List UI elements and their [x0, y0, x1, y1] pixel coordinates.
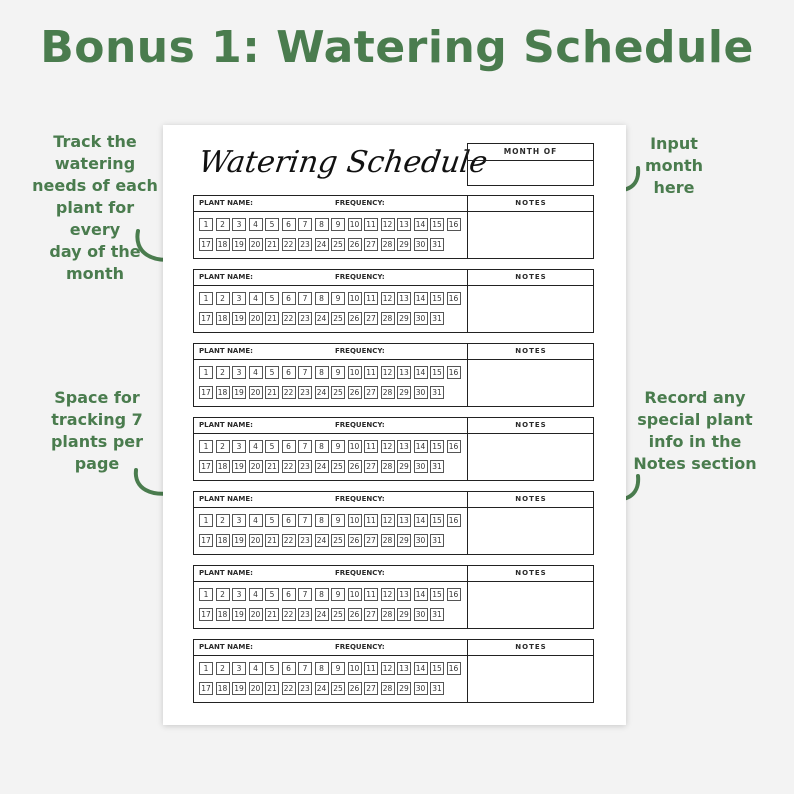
day-checkbox[interactable]: 20	[249, 312, 263, 325]
plant-block	[193, 639, 594, 703]
day-checkbox[interactable]: 30	[414, 386, 428, 399]
day-checkbox[interactable]: 15	[430, 588, 444, 601]
day-checkbox[interactable]: 29	[397, 534, 411, 547]
day-checkbox[interactable]: 3	[232, 366, 246, 379]
day-checkbox[interactable]: 29	[397, 312, 411, 325]
day-checkbox[interactable]: 5	[265, 662, 279, 675]
day-checkbox[interactable]: 23	[298, 460, 312, 473]
plant-block	[193, 269, 594, 333]
day-checkbox[interactable]: 16	[447, 588, 461, 601]
day-checkbox[interactable]: 15	[430, 218, 444, 231]
day-checkbox[interactable]: 10	[348, 440, 362, 453]
day-checkbox[interactable]: 10	[348, 662, 362, 675]
frequency-label: FREQUENCY:	[335, 273, 385, 281]
day-checkbox[interactable]: 13	[397, 662, 411, 675]
day-checkbox[interactable]: 12	[381, 588, 395, 601]
day-checkbox[interactable]: 25	[331, 608, 345, 621]
day-checkbox[interactable]: 14	[414, 662, 428, 675]
day-checkbox[interactable]: 17	[199, 386, 213, 399]
day-checkbox[interactable]: 16	[447, 292, 461, 305]
day-checkbox[interactable]: 12	[381, 218, 395, 231]
day-checkbox[interactable]: 26	[348, 312, 362, 325]
day-checkbox[interactable]: 15	[430, 662, 444, 675]
day-checkbox[interactable]: 27	[364, 238, 378, 251]
day-checkbox[interactable]: 11	[364, 440, 378, 453]
day-checkbox[interactable]: 29	[397, 386, 411, 399]
day-checkbox[interactable]: 30	[414, 608, 428, 621]
day-checkbox[interactable]: 19	[232, 608, 246, 621]
callout-line: month	[65, 264, 125, 283]
day-checkbox[interactable]: 25	[331, 386, 345, 399]
day-checkbox[interactable]: 22	[282, 312, 296, 325]
callout-line: day of the	[49, 242, 141, 261]
day-checkbox[interactable]: 6	[282, 218, 296, 231]
day-checkbox[interactable]: 19	[232, 386, 246, 399]
day-checkbox[interactable]: 2	[216, 662, 230, 675]
day-checkbox[interactable]: 27	[364, 460, 378, 473]
day-checkbox[interactable]: 24	[315, 534, 329, 547]
day-checkbox[interactable]: 19	[232, 312, 246, 325]
day-checkbox[interactable]: 2	[216, 514, 230, 527]
plant-name-label: PLANT NAME:	[199, 421, 253, 429]
day-checkbox[interactable]: 2	[216, 366, 230, 379]
plant-name-label: PLANT NAME:	[199, 347, 253, 355]
day-checkbox[interactable]: 6	[282, 588, 296, 601]
day-checkbox[interactable]: 7	[298, 514, 312, 527]
day-checkbox[interactable]: 30	[414, 238, 428, 251]
day-checkbox[interactable]: 8	[315, 292, 329, 305]
day-checkbox[interactable]: 4	[249, 366, 263, 379]
day-checkbox[interactable]: 2	[216, 588, 230, 601]
day-checkbox[interactable]: 2	[216, 218, 230, 231]
day-checkbox[interactable]: 28	[381, 460, 395, 473]
day-checkbox[interactable]: 14	[414, 440, 428, 453]
day-checkbox[interactable]: 24	[315, 460, 329, 473]
day-checkbox[interactable]: 16	[447, 662, 461, 675]
day-checkbox[interactable]: 16	[447, 218, 461, 231]
day-checkbox[interactable]: 5	[265, 588, 279, 601]
day-checkbox[interactable]: 25	[331, 238, 345, 251]
day-checkbox[interactable]: 26	[348, 682, 362, 695]
day-checkbox[interactable]: 9	[331, 514, 345, 527]
day-checkbox[interactable]: 11	[364, 662, 378, 675]
day-checkbox[interactable]: 20	[249, 386, 263, 399]
day-checkbox[interactable]: 15	[430, 292, 444, 305]
notes-label: NOTES	[515, 495, 547, 503]
day-checkbox[interactable]: 1	[199, 514, 213, 527]
day-checkbox[interactable]: 26	[348, 460, 362, 473]
day-checkbox[interactable]: 10	[348, 218, 362, 231]
day-checkbox[interactable]: 30	[414, 682, 428, 695]
day-checkbox[interactable]: 21	[265, 608, 279, 621]
day-checkbox[interactable]: 31	[430, 608, 444, 621]
day-checkbox[interactable]: 6	[282, 662, 296, 675]
callout-line: Input	[650, 134, 698, 153]
plant-name-label: PLANT NAME:	[199, 495, 253, 503]
day-checkbox[interactable]: 15	[430, 366, 444, 379]
day-checkbox[interactable]: 7	[298, 588, 312, 601]
plant-block	[193, 565, 594, 629]
day-checkbox[interactable]: 22	[282, 682, 296, 695]
day-checkbox[interactable]: 9	[331, 218, 345, 231]
day-checkbox[interactable]: 27	[364, 682, 378, 695]
day-checkbox[interactable]: 3	[232, 662, 246, 675]
day-checkbox[interactable]: 28	[381, 534, 395, 547]
page-headline: Bonus 1: Watering Schedule	[40, 22, 754, 73]
day-checkbox[interactable]: 25	[331, 534, 345, 547]
day-checkbox[interactable]: 26	[348, 608, 362, 621]
day-checkbox[interactable]: 16	[447, 366, 461, 379]
callout-line: month	[644, 156, 704, 175]
day-checkbox[interactable]: 13	[397, 218, 411, 231]
day-checkbox[interactable]: 17	[199, 312, 213, 325]
callout-line: page	[74, 454, 120, 473]
day-checkbox[interactable]: 28	[381, 608, 395, 621]
day-checkbox[interactable]: 30	[414, 534, 428, 547]
day-checkbox[interactable]: 10	[348, 514, 362, 527]
day-checkbox[interactable]: 21	[265, 460, 279, 473]
day-checkbox[interactable]: 18	[216, 534, 230, 547]
day-checkbox[interactable]: 11	[364, 292, 378, 305]
day-checkbox[interactable]: 27	[364, 608, 378, 621]
plant-name-label: PLANT NAME:	[199, 569, 253, 577]
callout-line: needs of each	[32, 176, 158, 195]
day-checkbox[interactable]: 31	[430, 238, 444, 251]
plant-block	[193, 417, 594, 481]
day-checkbox[interactable]: 23	[298, 608, 312, 621]
day-checkbox[interactable]: 1	[199, 588, 213, 601]
frequency-label: FREQUENCY:	[335, 421, 385, 429]
day-checkbox[interactable]: 14	[414, 366, 428, 379]
callout-line: special plant	[637, 410, 753, 429]
day-checkbox[interactable]: 31	[430, 386, 444, 399]
frequency-label: FREQUENCY:	[335, 569, 385, 577]
notes-label: NOTES	[515, 643, 547, 651]
callout-line: Notes section	[633, 454, 757, 473]
day-checkbox[interactable]: 30	[414, 312, 428, 325]
callout-line: Track the	[53, 132, 137, 151]
day-checkbox[interactable]: 14	[414, 514, 428, 527]
day-checkbox[interactable]: 19	[232, 238, 246, 251]
day-checkbox[interactable]: 31	[430, 460, 444, 473]
day-checkbox[interactable]: 20	[249, 534, 263, 547]
plant-name-label: PLANT NAME:	[199, 273, 253, 281]
day-checkbox[interactable]: 3	[232, 514, 246, 527]
plant-block	[193, 343, 594, 407]
day-checkbox[interactable]: 22	[282, 460, 296, 473]
day-checkbox[interactable]: 13	[397, 588, 411, 601]
day-checkbox[interactable]: 8	[315, 218, 329, 231]
callout-line: tracking 7	[51, 410, 143, 429]
day-checkbox[interactable]: 10	[348, 366, 362, 379]
day-checkbox[interactable]: 16	[447, 514, 461, 527]
day-checkbox[interactable]: 4	[249, 588, 263, 601]
day-checkbox[interactable]: 11	[364, 588, 378, 601]
day-checkbox[interactable]: 4	[249, 440, 263, 453]
frequency-label: FREQUENCY:	[335, 199, 385, 207]
day-checkbox[interactable]: 10	[348, 292, 362, 305]
notes-label: NOTES	[515, 421, 547, 429]
day-checkbox[interactable]: 28	[381, 386, 395, 399]
frequency-label: FREQUENCY:	[335, 347, 385, 355]
plant-name-label: PLANT NAME:	[199, 643, 253, 651]
day-checkbox[interactable]: 5	[265, 218, 279, 231]
plant-name-label: PLANT NAME:	[199, 199, 253, 207]
day-checkbox[interactable]: 21	[265, 682, 279, 695]
day-checkbox[interactable]: 5	[265, 366, 279, 379]
day-checkbox[interactable]: 25	[331, 460, 345, 473]
day-checkbox[interactable]: 19	[232, 534, 246, 547]
day-checkbox[interactable]: 12	[381, 662, 395, 675]
day-checkbox[interactable]: 27	[364, 312, 378, 325]
day-checkbox[interactable]: 11	[364, 218, 378, 231]
day-checkbox[interactable]: 31	[430, 534, 444, 547]
day-checkbox[interactable]: 22	[282, 386, 296, 399]
day-checkbox[interactable]: 4	[249, 292, 263, 305]
day-checkbox[interactable]: 10	[348, 588, 362, 601]
day-checkbox[interactable]: 4	[249, 218, 263, 231]
day-checkbox[interactable]: 2	[216, 292, 230, 305]
day-checkbox[interactable]: 21	[265, 238, 279, 251]
callout-line: Space for	[54, 388, 140, 407]
schedule-sheet	[163, 125, 626, 725]
day-checkbox[interactable]: 1	[199, 440, 213, 453]
day-checkbox[interactable]: 29	[397, 608, 411, 621]
day-checkbox[interactable]: 11	[364, 366, 378, 379]
day-checkbox[interactable]: 8	[315, 366, 329, 379]
day-checkbox[interactable]: 9	[331, 662, 345, 675]
callout-line: info in the	[648, 432, 742, 451]
day-checkbox[interactable]: 1	[199, 292, 213, 305]
day-checkbox[interactable]: 7	[298, 218, 312, 231]
day-checkbox[interactable]: 4	[249, 662, 263, 675]
day-checkbox[interactable]: 29	[397, 682, 411, 695]
day-checkbox[interactable]: 26	[348, 386, 362, 399]
notes-label: NOTES	[515, 347, 547, 355]
day-checkbox[interactable]: 30	[414, 460, 428, 473]
day-checkbox[interactable]: 13	[397, 440, 411, 453]
day-checkbox[interactable]: 24	[315, 386, 329, 399]
day-checkbox[interactable]: 17	[199, 460, 213, 473]
day-checkbox[interactable]: 16	[447, 440, 461, 453]
day-checkbox[interactable]: 7	[298, 662, 312, 675]
month-box	[467, 143, 594, 186]
day-checkbox[interactable]: 18	[216, 682, 230, 695]
day-checkbox[interactable]: 7	[298, 366, 312, 379]
day-checkbox[interactable]: 9	[331, 440, 345, 453]
day-checkbox[interactable]: 9	[331, 366, 345, 379]
day-checkbox[interactable]: 4	[249, 514, 263, 527]
day-checkbox[interactable]: 18	[216, 238, 230, 251]
day-checkbox[interactable]: 5	[265, 514, 279, 527]
day-checkbox[interactable]: 7	[298, 292, 312, 305]
callout-input-month	[634, 133, 714, 199]
plant-block	[193, 195, 594, 259]
callout-line: Record any	[644, 388, 746, 407]
day-checkbox[interactable]: 28	[381, 682, 395, 695]
day-checkbox[interactable]: 23	[298, 312, 312, 325]
day-checkbox[interactable]: 2	[216, 440, 230, 453]
day-checkbox[interactable]: 24	[315, 312, 329, 325]
notes-label: NOTES	[515, 569, 547, 577]
day-checkbox[interactable]: 8	[315, 588, 329, 601]
day-checkbox[interactable]: 19	[232, 460, 246, 473]
sheet-title: Watering Schedule	[196, 145, 490, 180]
day-checkbox[interactable]: 27	[364, 534, 378, 547]
day-checkbox[interactable]: 20	[249, 460, 263, 473]
callout-line: plants per	[50, 432, 144, 451]
day-checkbox[interactable]: 12	[381, 514, 395, 527]
day-checkbox[interactable]: 18	[216, 386, 230, 399]
day-checkbox[interactable]: 9	[331, 292, 345, 305]
day-checkbox[interactable]: 3	[232, 218, 246, 231]
day-checkbox[interactable]: 27	[364, 386, 378, 399]
day-checkbox[interactable]: 24	[315, 608, 329, 621]
day-checkbox[interactable]: 18	[216, 608, 230, 621]
callout-line: here	[653, 178, 695, 197]
frequency-label: FREQUENCY:	[335, 643, 385, 651]
day-checkbox[interactable]: 28	[381, 238, 395, 251]
day-checkbox[interactable]: 17	[199, 608, 213, 621]
day-checkbox[interactable]: 12	[381, 366, 395, 379]
day-checkbox[interactable]: 9	[331, 588, 345, 601]
day-checkbox[interactable]: 24	[315, 682, 329, 695]
day-checkbox[interactable]: 23	[298, 238, 312, 251]
day-checkbox[interactable]: 6	[282, 440, 296, 453]
day-checkbox[interactable]: 25	[331, 312, 345, 325]
callout-line: plant for every	[55, 198, 135, 239]
frequency-label: FREQUENCY:	[335, 495, 385, 503]
day-checkbox[interactable]: 23	[298, 682, 312, 695]
callout-space	[40, 387, 154, 475]
day-checkbox[interactable]: 6	[282, 292, 296, 305]
day-checkbox[interactable]: 22	[282, 534, 296, 547]
day-checkbox[interactable]: 17	[199, 238, 213, 251]
day-checkbox[interactable]: 21	[265, 534, 279, 547]
day-checkbox[interactable]: 12	[381, 440, 395, 453]
day-checkbox[interactable]: 18	[216, 312, 230, 325]
month-label: MONTH OF	[468, 144, 593, 161]
day-checkbox[interactable]: 31	[430, 312, 444, 325]
day-checkbox[interactable]: 28	[381, 312, 395, 325]
day-checkbox[interactable]: 8	[315, 440, 329, 453]
day-checkbox[interactable]: 19	[232, 682, 246, 695]
plant-block	[193, 491, 594, 555]
day-checkbox[interactable]: 15	[430, 440, 444, 453]
day-checkbox[interactable]: 25	[331, 682, 345, 695]
callout-line: watering	[54, 154, 136, 173]
notes-label: NOTES	[515, 199, 547, 207]
day-checkbox[interactable]: 23	[298, 534, 312, 547]
day-checkbox[interactable]: 8	[315, 662, 329, 675]
day-checkbox[interactable]: 29	[397, 460, 411, 473]
day-checkbox[interactable]: 18	[216, 460, 230, 473]
day-checkbox[interactable]: 3	[232, 440, 246, 453]
day-checkbox[interactable]: 17	[199, 682, 213, 695]
day-checkbox[interactable]: 29	[397, 238, 411, 251]
day-checkbox[interactable]: 5	[265, 292, 279, 305]
notes-label: NOTES	[515, 273, 547, 281]
day-checkbox[interactable]: 21	[265, 312, 279, 325]
day-checkbox[interactable]: 13	[397, 514, 411, 527]
day-checkbox[interactable]: 6	[282, 366, 296, 379]
day-checkbox[interactable]: 22	[282, 238, 296, 251]
day-checkbox[interactable]: 20	[249, 682, 263, 695]
day-checkbox[interactable]: 22	[282, 608, 296, 621]
day-checkbox[interactable]: 1	[199, 218, 213, 231]
day-checkbox[interactable]: 8	[315, 514, 329, 527]
day-checkbox[interactable]: 13	[397, 292, 411, 305]
day-checkbox[interactable]: 20	[249, 608, 263, 621]
day-checkbox[interactable]: 21	[265, 386, 279, 399]
day-checkbox[interactable]: 20	[249, 238, 263, 251]
day-checkbox[interactable]: 12	[381, 292, 395, 305]
day-checkbox[interactable]: 14	[414, 588, 428, 601]
day-checkbox[interactable]: 1	[199, 662, 213, 675]
day-checkbox[interactable]: 3	[232, 588, 246, 601]
day-checkbox[interactable]: 24	[315, 238, 329, 251]
day-checkbox[interactable]: 14	[414, 292, 428, 305]
day-checkbox[interactable]: 14	[414, 218, 428, 231]
day-checkbox[interactable]: 26	[348, 534, 362, 547]
day-checkbox[interactable]: 5	[265, 440, 279, 453]
callout-record	[630, 387, 760, 475]
day-checkbox[interactable]: 6	[282, 514, 296, 527]
day-checkbox[interactable]: 26	[348, 238, 362, 251]
day-checkbox[interactable]: 1	[199, 366, 213, 379]
day-checkbox[interactable]: 7	[298, 440, 312, 453]
day-checkbox[interactable]: 15	[430, 514, 444, 527]
day-checkbox[interactable]: 31	[430, 682, 444, 695]
day-checkbox[interactable]: 17	[199, 534, 213, 547]
day-checkbox[interactable]: 23	[298, 386, 312, 399]
day-checkbox[interactable]: 11	[364, 514, 378, 527]
day-checkbox[interactable]: 3	[232, 292, 246, 305]
day-checkbox[interactable]: 13	[397, 366, 411, 379]
